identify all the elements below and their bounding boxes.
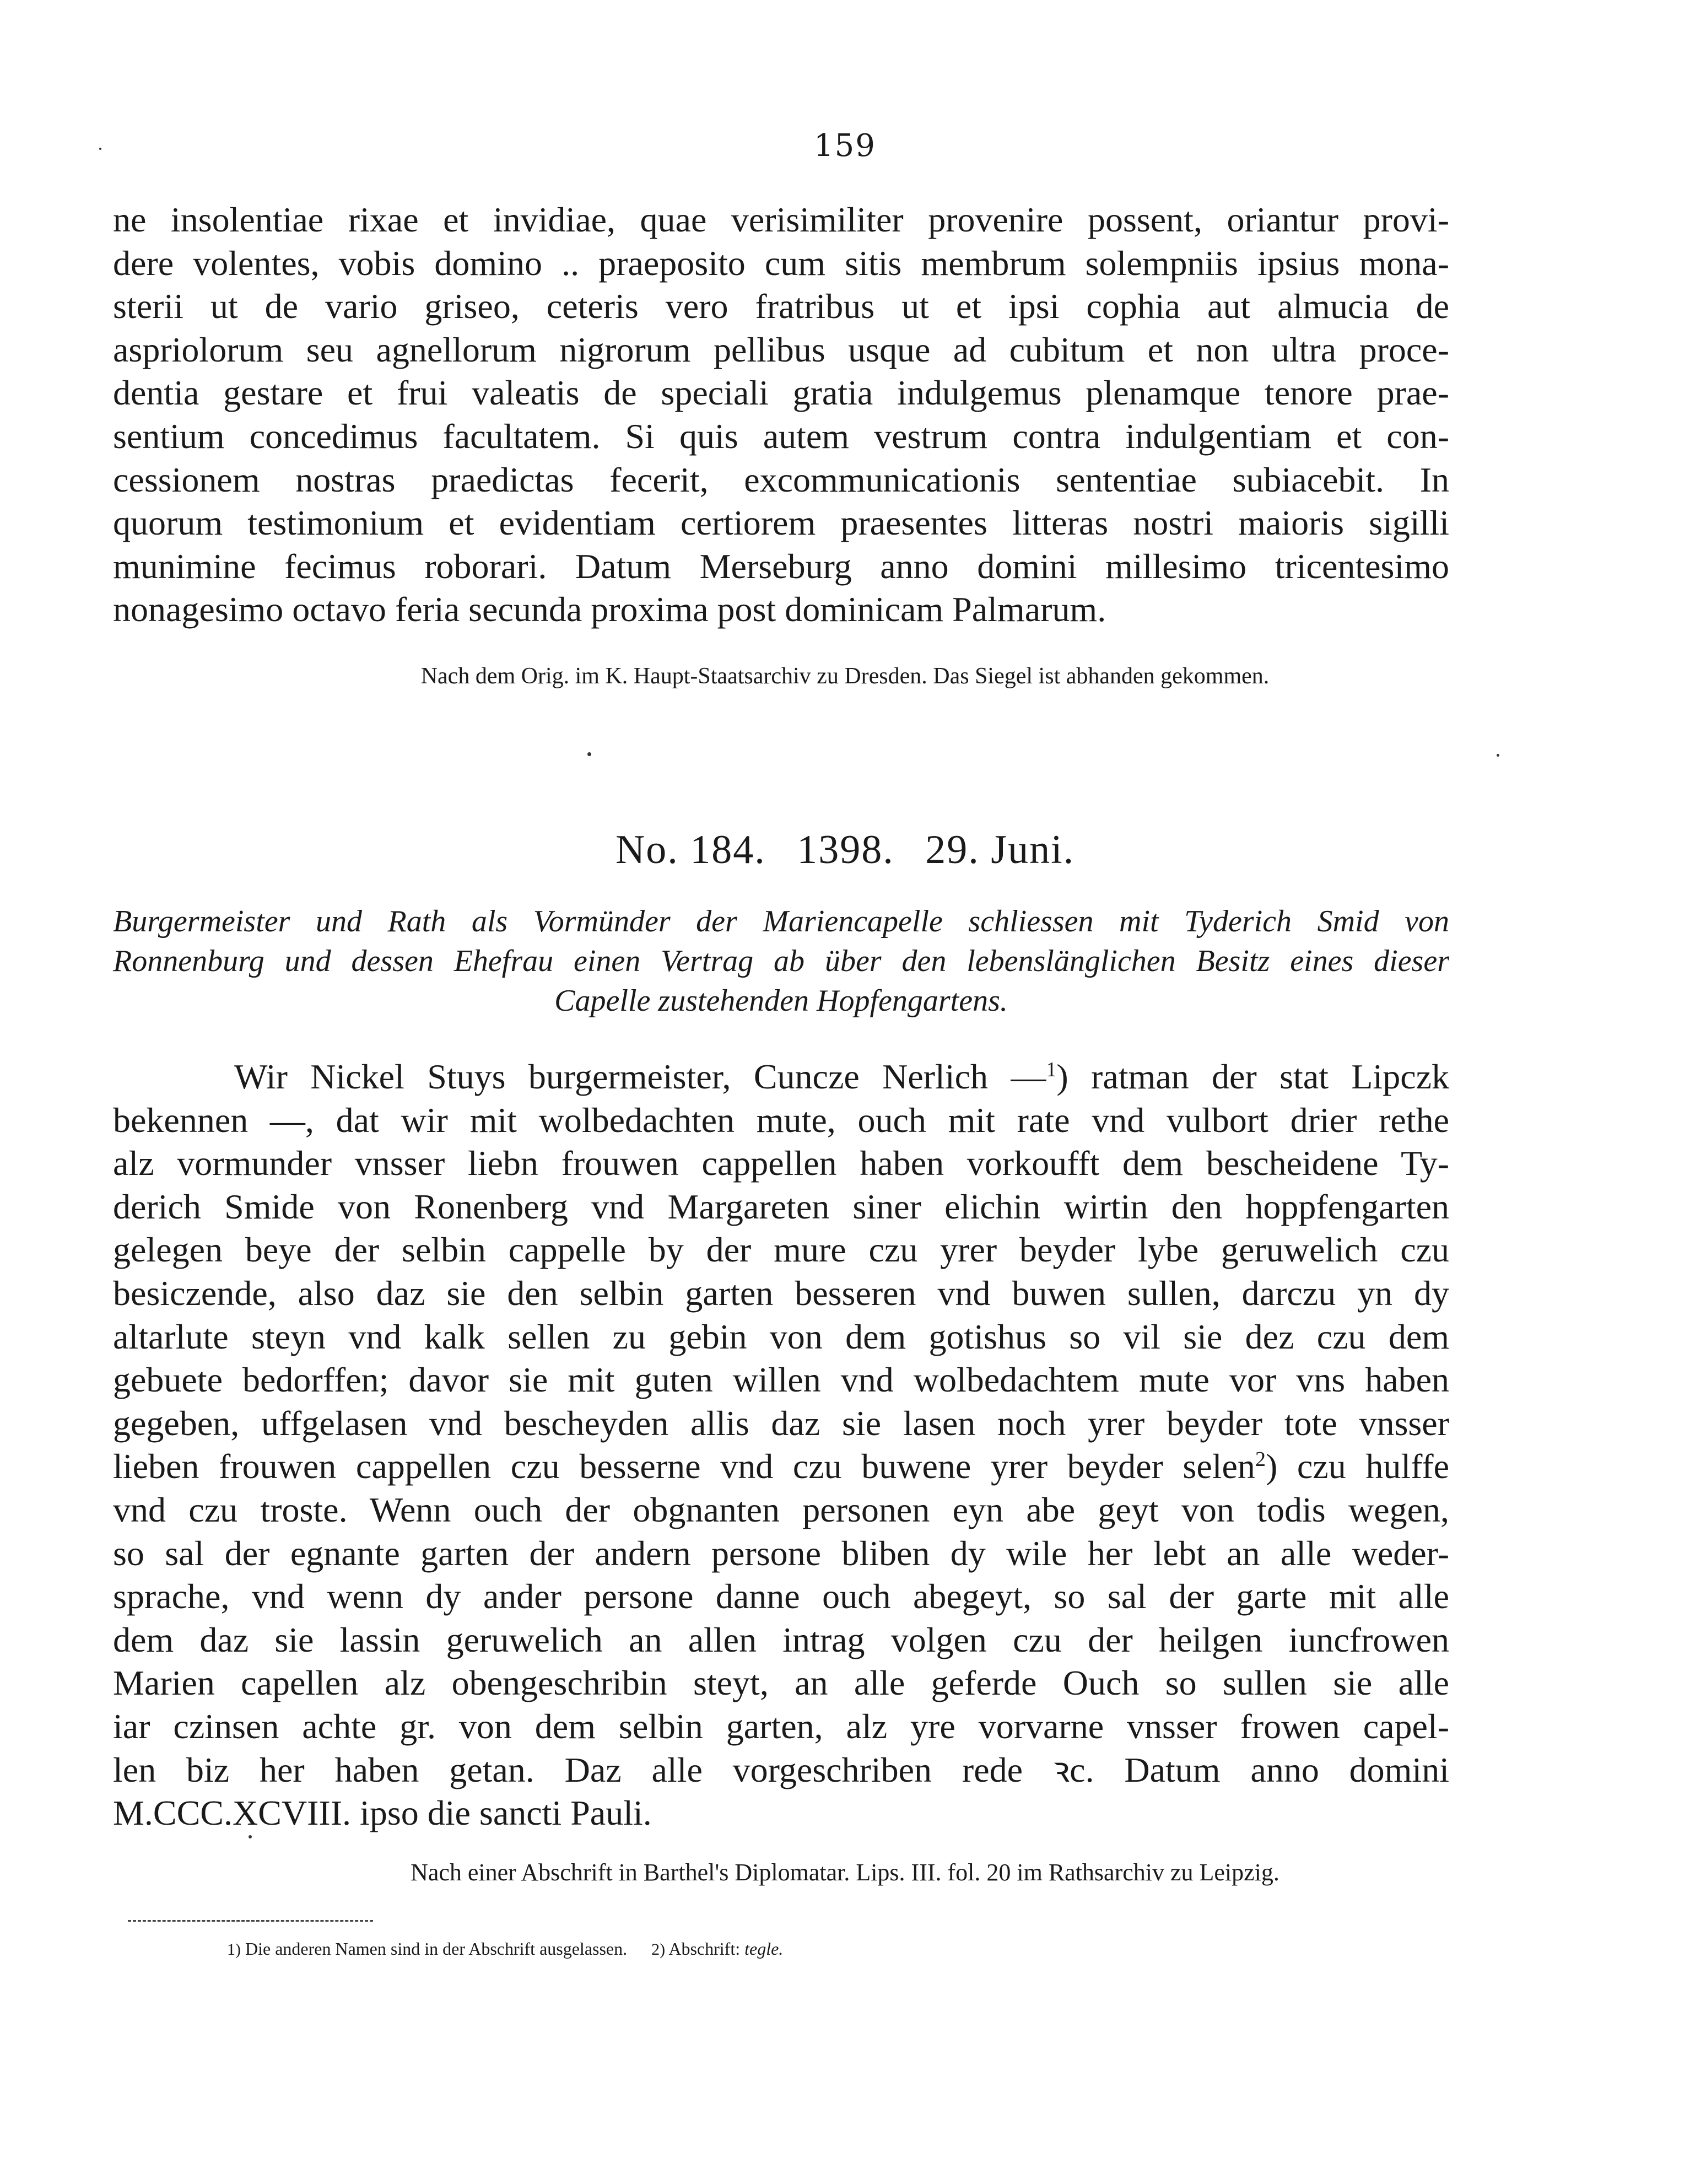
text-line: dem daz sie lassin geruwelich an allen intrag volgen czu der heilgen iuncfrowen <box>113 1620 1449 1659</box>
text-segment: ) czu hulffe <box>1265 1447 1450 1486</box>
text-line: alz vormunder vnsser liebn frouwen cappellen haben vorkoufft dem bescheidene Ty- <box>113 1144 1449 1183</box>
footnote-ref: 1 <box>1046 1058 1057 1081</box>
footnote-1-text: Die anderen Namen sind in der Abschrift ausgelassen. <box>245 1939 628 1959</box>
text-line: munimine fecimus roborari. Datum Merseburg anno domini millesimo tricentesimo <box>113 546 1449 586</box>
document-summary <box>113 902 1449 1021</box>
document-date: 29. Juni. <box>925 827 1075 872</box>
text-line <box>113 1055 1449 1099</box>
text-line: besiczende, also daz sie den selbin garten besseren vnd buwen sullen, darczu yn dy <box>113 1273 1449 1313</box>
scan-speck <box>99 148 101 150</box>
scan-speck <box>1497 754 1499 757</box>
text-line: sprache, vnd wenn dy ander persone danne ouch abegeyt, so sal der garte mit alle <box>113 1577 1449 1616</box>
text-segment: lieben frouwen cappellen czu besserne vnd czu buwene yrer beyder selen <box>113 1447 1255 1486</box>
continued-document-text <box>113 198 1449 632</box>
text-line: M.CCC.XCVIII. ipso die sancti Pauli. <box>113 1793 652 1833</box>
continued-document-source-note: Nach dem Orig. im K. Haupt-Staatsarchiv zu Dresden. Das Siegel ist abhanden gekommen. <box>420 664 1270 689</box>
text-line: so sal der egnante garten der andern persone bliben dy wile her lebt an alle weder- <box>113 1533 1449 1573</box>
footnote-2-reading: tegle. <box>744 1939 784 1959</box>
summary-line: Capelle zustehenden Hopfengartens. <box>554 984 1008 1018</box>
text-line: iar czinsen achte gr. von dem selbin garten, alz yre vorvarne vnsser frowen capel- <box>113 1706 1449 1746</box>
text-line: bekennen —, dat wir mit wolbedachten mute, ouch mit rate vnd vulbort drier rethe <box>113 1100 1449 1140</box>
footnote-2-number: 2) <box>651 1940 666 1959</box>
text-line: sterii ut de vario griseo, ceteris vero fratribus ut et ipsi cophia aut almucia de <box>113 287 1449 326</box>
scan-speck <box>249 1835 252 1838</box>
document-source-note: Nach einer Abschrift in Barthel's Diplomatar. Lips. III. fol. 20 im Rathsarchiv zu Leipzig. <box>411 1859 1279 1886</box>
text-group <box>113 1099 1449 1446</box>
text-line: gelegen beye der selbin cappelle by der mure czu yrer beyder lybe geruwelich czu <box>113 1230 1449 1270</box>
footnote-divider <box>128 1920 373 1922</box>
text-line: sentium concedimus facultatem. Si quis autem vestrum contra indulgentiam et con- <box>113 416 1449 456</box>
text-line: vnd czu troste. Wenn ouch der obgnanten personen eyn abe geyt von todis wegen, <box>113 1490 1449 1529</box>
document-text <box>113 1055 1449 1835</box>
summary-line: Ronnenburg und dessen Ehefrau einen Vertrag ab über den lebenslänglichen Besitz eines dieser <box>113 944 1449 978</box>
text-line: dentia gestare et frui valeatis de speciali gratia indulgemus plenamque tenore prae- <box>113 373 1449 413</box>
text-line: ne insolentiae rixae et invidiae, quae verisimiliter provenire possent, oriantur provi- <box>113 200 1449 239</box>
document-number: No. 184. <box>615 827 766 872</box>
text-line <box>113 1445 1449 1489</box>
text-line: aspriolorum seu agnellorum nigrorum pellibus usque ad cubitum et non ultra proce- <box>113 330 1449 369</box>
footnotes <box>227 1939 783 1959</box>
page-number: 159 <box>814 128 876 164</box>
text-line: gebuete bedorffen; davor sie mit guten willen vnd wolbedachtem mute vor vns haben <box>113 1360 1449 1400</box>
text-line: gegeben, uffgelasen vnd bescheyden allis daz sie lasen noch yrer beyder tote vnsser <box>113 1403 1449 1443</box>
text-line: Marien capellen alz obengeschribin steyt, an alle geferde Ouch so sullen sie alle <box>113 1663 1449 1703</box>
text-line: altarlute steyn vnd kalk sellen zu gebin von dem gotishus so vil sie dez czu dem <box>113 1317 1449 1356</box>
text-line: cessionem nostras praedictas fecerit, excommunicationis sententiae subiacebit. In <box>113 460 1449 499</box>
footnote-ref: 2 <box>1255 1448 1266 1471</box>
text-group <box>113 1489 1449 1835</box>
text-line: derich Smide von Ronenberg vnd Margareten siner elichin wirtin den hoppfengarten <box>113 1187 1449 1226</box>
text-segment: ) ratman der stat Lipczk <box>1056 1057 1450 1096</box>
text-line: nonagesimo octavo feria secunda proxima post dominicam Palmarum. <box>113 590 1106 629</box>
text-line: len biz her haben getan. Daz alle vorgeschriben rede ꝛc. Datum anno domini <box>113 1750 1449 1789</box>
summary-line: Burgermeister und Rath als Vormünder der Mariencapelle schliessen mit Tyderich Smid von <box>113 904 1449 939</box>
footnote-1-number: 1) <box>227 1940 241 1959</box>
document-heading <box>0 827 1690 873</box>
text-line: dere volentes, vobis domino .. praeposito cum sitis membrum solempniis ipsius mona- <box>113 243 1449 283</box>
text-segment: Wir Nickel Stuys burgermeister, Cuncze Nerlich — <box>234 1057 1046 1096</box>
document-year: 1398. <box>797 827 894 872</box>
text-line: quorum testimonium et evidentiam certiorem praesentes litteras nostri maioris sigilli <box>113 503 1449 543</box>
footnote-2-label: Abschrift: <box>668 1939 741 1959</box>
scan-speck <box>587 752 591 756</box>
